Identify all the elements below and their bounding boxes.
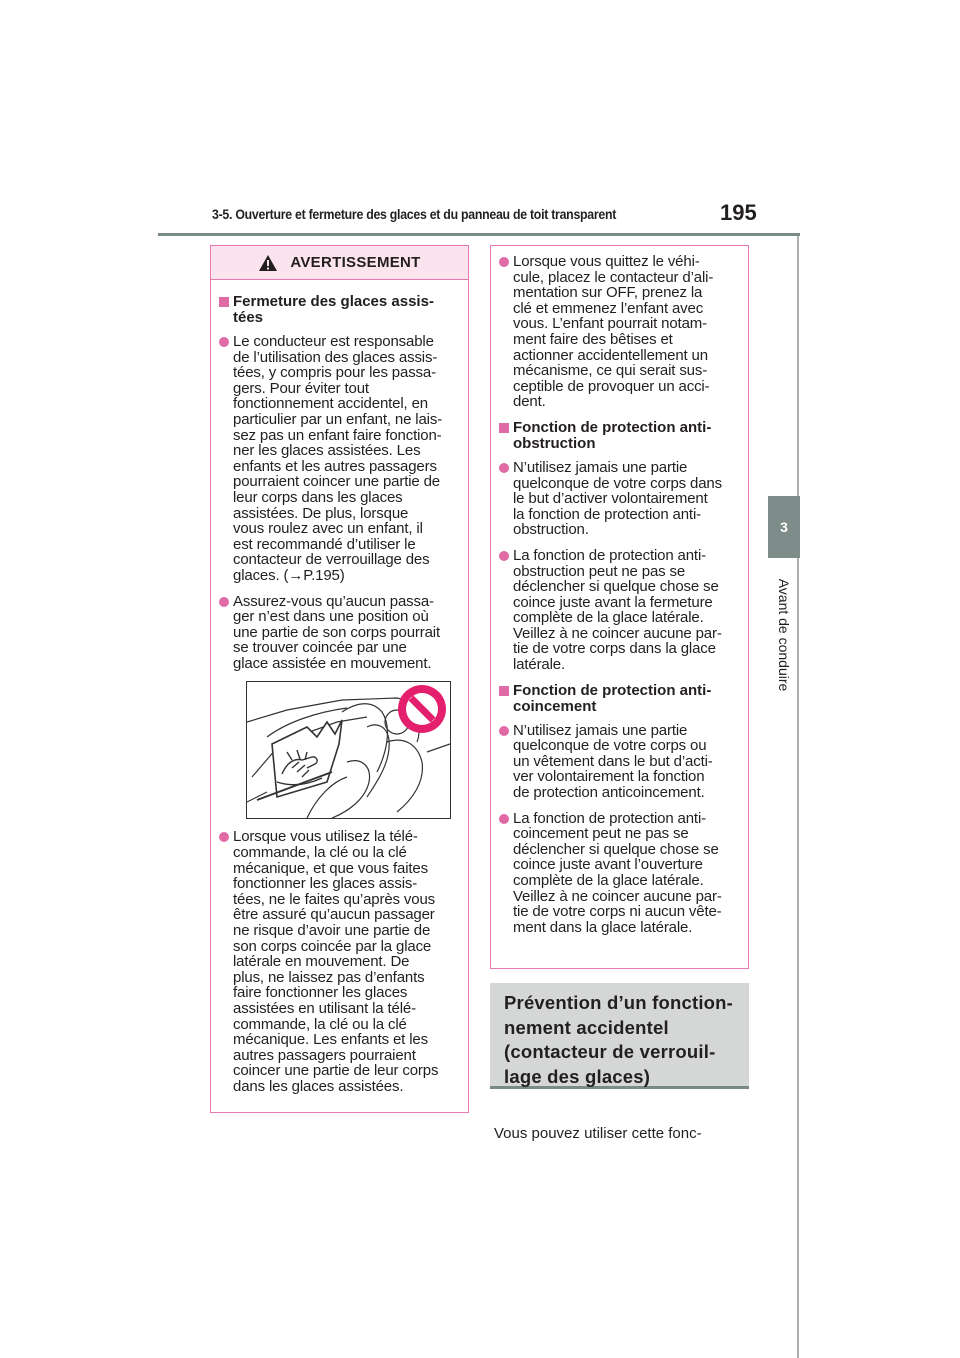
body-text: Vous pouvez utiliser cette fonc- xyxy=(494,1125,702,1142)
section-title-power-windows xyxy=(219,294,460,326)
warning-box-right xyxy=(490,245,749,969)
round-bullet-icon xyxy=(219,832,229,842)
chapter-tab: 3 xyxy=(768,496,800,558)
list-item xyxy=(499,723,740,801)
section-title-text: Fonction de protection anti- obstruction xyxy=(513,418,712,452)
round-bullet-icon xyxy=(499,463,509,473)
hand-caught-window-illustration xyxy=(247,682,450,818)
list-item xyxy=(499,254,740,410)
round-bullet-icon xyxy=(499,726,509,736)
chapter-title: 3-5. Ouverture et fermeture des glaces et du panneau de toit transparent xyxy=(212,206,617,222)
list-item-text: Lorsque vous quittez le véhi- cule, placez le contacteur d’ali- mentation sur OFF, prenez la clé et emmenez l’enfant avec vous. L’enfant pourrait notam- ment faire des bêtises et actionner accidentellement un mécanisme, ce qui serait sus- ceptible de provoquer un acci- dent. xyxy=(513,253,714,411)
warning-heading: AVERTISSEMENT xyxy=(290,254,421,271)
list-item-text: Lorsque vous utilisez la télé- commande, la clé ou la clé mécanique, et que vous faites fonctionner les glaces assis- tées, ne le faites qu’après vous être assuré qu’aucun passager ne risque d’avoir une partie de son corps coincée par la glace latérale en mouvement. De plus, ne laissez pas d’enfants faire fonctionner les glaces assistées en utilisant la télé- commande, la clé ou la clé mécanique. Les enfants et les autres passagers pourraient coincer une partie de leur corps dans les glaces assistées. xyxy=(233,828,439,1095)
list-item xyxy=(219,829,460,1094)
section-heading xyxy=(490,983,749,1089)
section-title-text: Fermeture des glaces assis- tées xyxy=(233,293,434,326)
chapter-tab-label-text: Avant de conduire xyxy=(776,578,792,692)
list-item xyxy=(219,594,460,672)
round-bullet-icon xyxy=(219,337,229,347)
square-bullet-icon xyxy=(219,297,229,307)
section-title-text: Fonction de protection anti- coincement xyxy=(513,681,712,715)
side-rule xyxy=(797,236,799,1358)
illustration-hand-caught-in-window xyxy=(246,681,451,819)
section-title-catch-protection xyxy=(499,683,740,715)
list-item xyxy=(219,334,460,584)
section-title-jam-protection xyxy=(499,420,740,452)
header-rule xyxy=(158,233,800,236)
warning-header xyxy=(211,246,468,280)
section-heading-text: Prévention d’un fonction- nement accidentel (contacteur de verrouil- lage des glaces) xyxy=(504,992,734,1087)
warning-triangle-icon xyxy=(258,254,278,272)
list-item-text: La fonction de protection anti- obstruction peut ne pas se déclencher si quelque chose se coince juste avant la fermeture complète de la glace latérale. Veillez à ne coincer aucune par- tie de votre corps dans la glace latérale. xyxy=(513,546,722,674)
list-item xyxy=(499,811,740,936)
round-bullet-icon xyxy=(499,814,509,824)
chapter-tab-label xyxy=(769,565,799,705)
round-bullet-icon xyxy=(219,597,229,607)
warning-box-left xyxy=(210,245,469,1113)
list-item-text: N’utilisez jamais une partie quelconque de votre corps ou un vêtement dans le but d’acti- ver volontairement la fonction de protection anticoincement. xyxy=(513,721,713,802)
round-bullet-icon xyxy=(499,551,509,561)
list-item-text: Assurez-vous qu’aucun passa- ger n’est dans une position où une partie de son corps pourrait se trouver coincée par une glace assistée en mouvement. xyxy=(233,592,440,672)
page-number: 195 xyxy=(720,200,757,225)
round-bullet-icon xyxy=(499,257,509,267)
square-bullet-icon xyxy=(499,686,509,696)
list-item xyxy=(499,548,740,673)
square-bullet-icon xyxy=(499,423,509,433)
list-item xyxy=(499,460,740,538)
list-item-text: N’utilisez jamais une partie quelconque de votre corps dans le but d’activer volontairement la fonction de protection anti- obstruction. xyxy=(513,458,722,539)
list-item-text: La fonction de protection anti- coincement peut ne pas se déclencher si quelque chose se coince juste avant l’ouverture complète de la glace latérale. Veillez à ne coincer aucune par- tie de votre corps ni aucun vête- ment dans la glace latérale. xyxy=(513,809,722,936)
list-item-text: Le conducteur est responsable de l’utilisation des glaces assis- tées, y compris pour les passa- gers. Pour éviter tout fonctionnement accidentel, en particulier par un enfant, ne lais- sez pas un enfant faire fonction- ner les glaces assistées. Les enfants et les autres passagers pourraient coincer une partie de leur corps dans les glaces assistées. De plus, lorsque vous roulez avec un enfant, il est recommandé d’utiliser le contacteur de verrouillage des glaces. (→P.195) xyxy=(233,333,443,584)
